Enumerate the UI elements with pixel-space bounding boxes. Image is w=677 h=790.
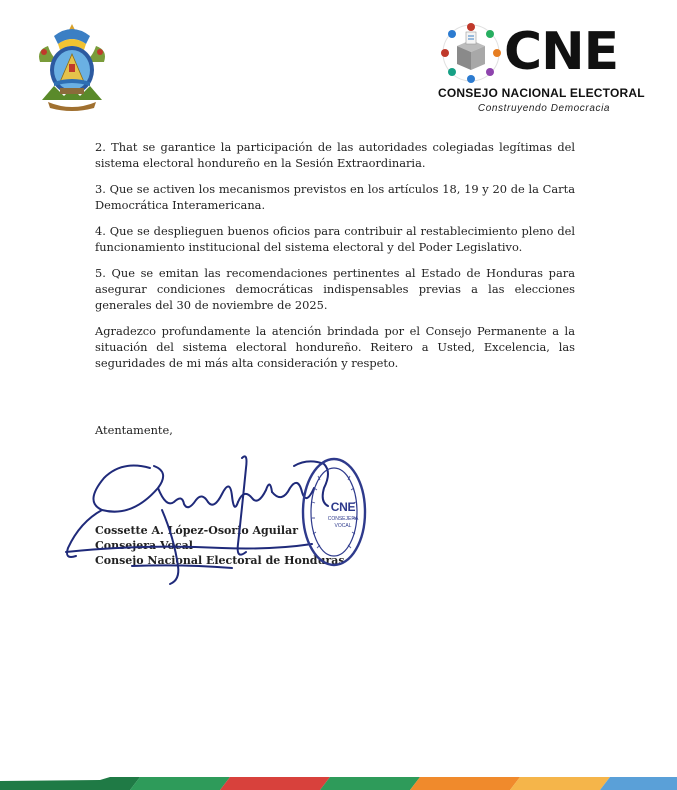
signatory-institution: Consejo Nacional Electoral de Honduras [95,554,345,567]
letter-body [95,139,575,381]
ballot-box-icon [440,22,502,84]
cne-logo-name: CONSEJO NACIONAL ELECTORAL [438,86,645,100]
paragraph-3: 3. Que se activen los mecanismos previstos en los artículos 18, 19 y 20 de la Carta Democrática Interamericana. [95,182,575,212]
paragraph-closing-remarks: Agradezco profundamente la atención brindada por el Consejo Permanente a la situación del sistema electoral hondureño. Reitero a Usted, Excelencia, las seguridades de mi más alta consideración y respeto. [95,324,575,370]
cne-logo-mark: CNE [504,22,619,82]
paragraph-5: 5. Que se emitan las recomendaciones pertinentes al Estado de Honduras para asegurar condiciones democráticas indispensables previas a las elecciones generales del 30 de noviembre de 2025. [95,266,575,312]
stamp-abbreviation: CNE [330,500,356,514]
signatory-name: Cossette A. López-Osorio Aguilar [95,524,298,537]
honduras-coat-of-arms-icon [34,22,110,112]
signatory-title: Consejera Vocal [95,539,193,552]
paragraph-4: 4. Que se desplieguen buenos oficios para contribuir al restablecimiento pleno del funcionamiento institucional del sistema electoral y del Poder Legislativo. [95,224,575,254]
closing-salutation: Atentamente, [95,423,173,437]
cne-logo-tagline: Construyendo Democracia [477,103,611,114]
handwritten-signature [62,448,332,590]
footer-color-stripe [0,777,677,790]
paragraph-2: 2. That se garantice la participación de las autoridades colegiadas legítimas del sistema electoral hondureño en la Sesión Extraordinaria. [95,140,575,170]
cne-logo [436,22,645,118]
stamp-role: CONSEJERA VOCAL [327,516,359,529]
